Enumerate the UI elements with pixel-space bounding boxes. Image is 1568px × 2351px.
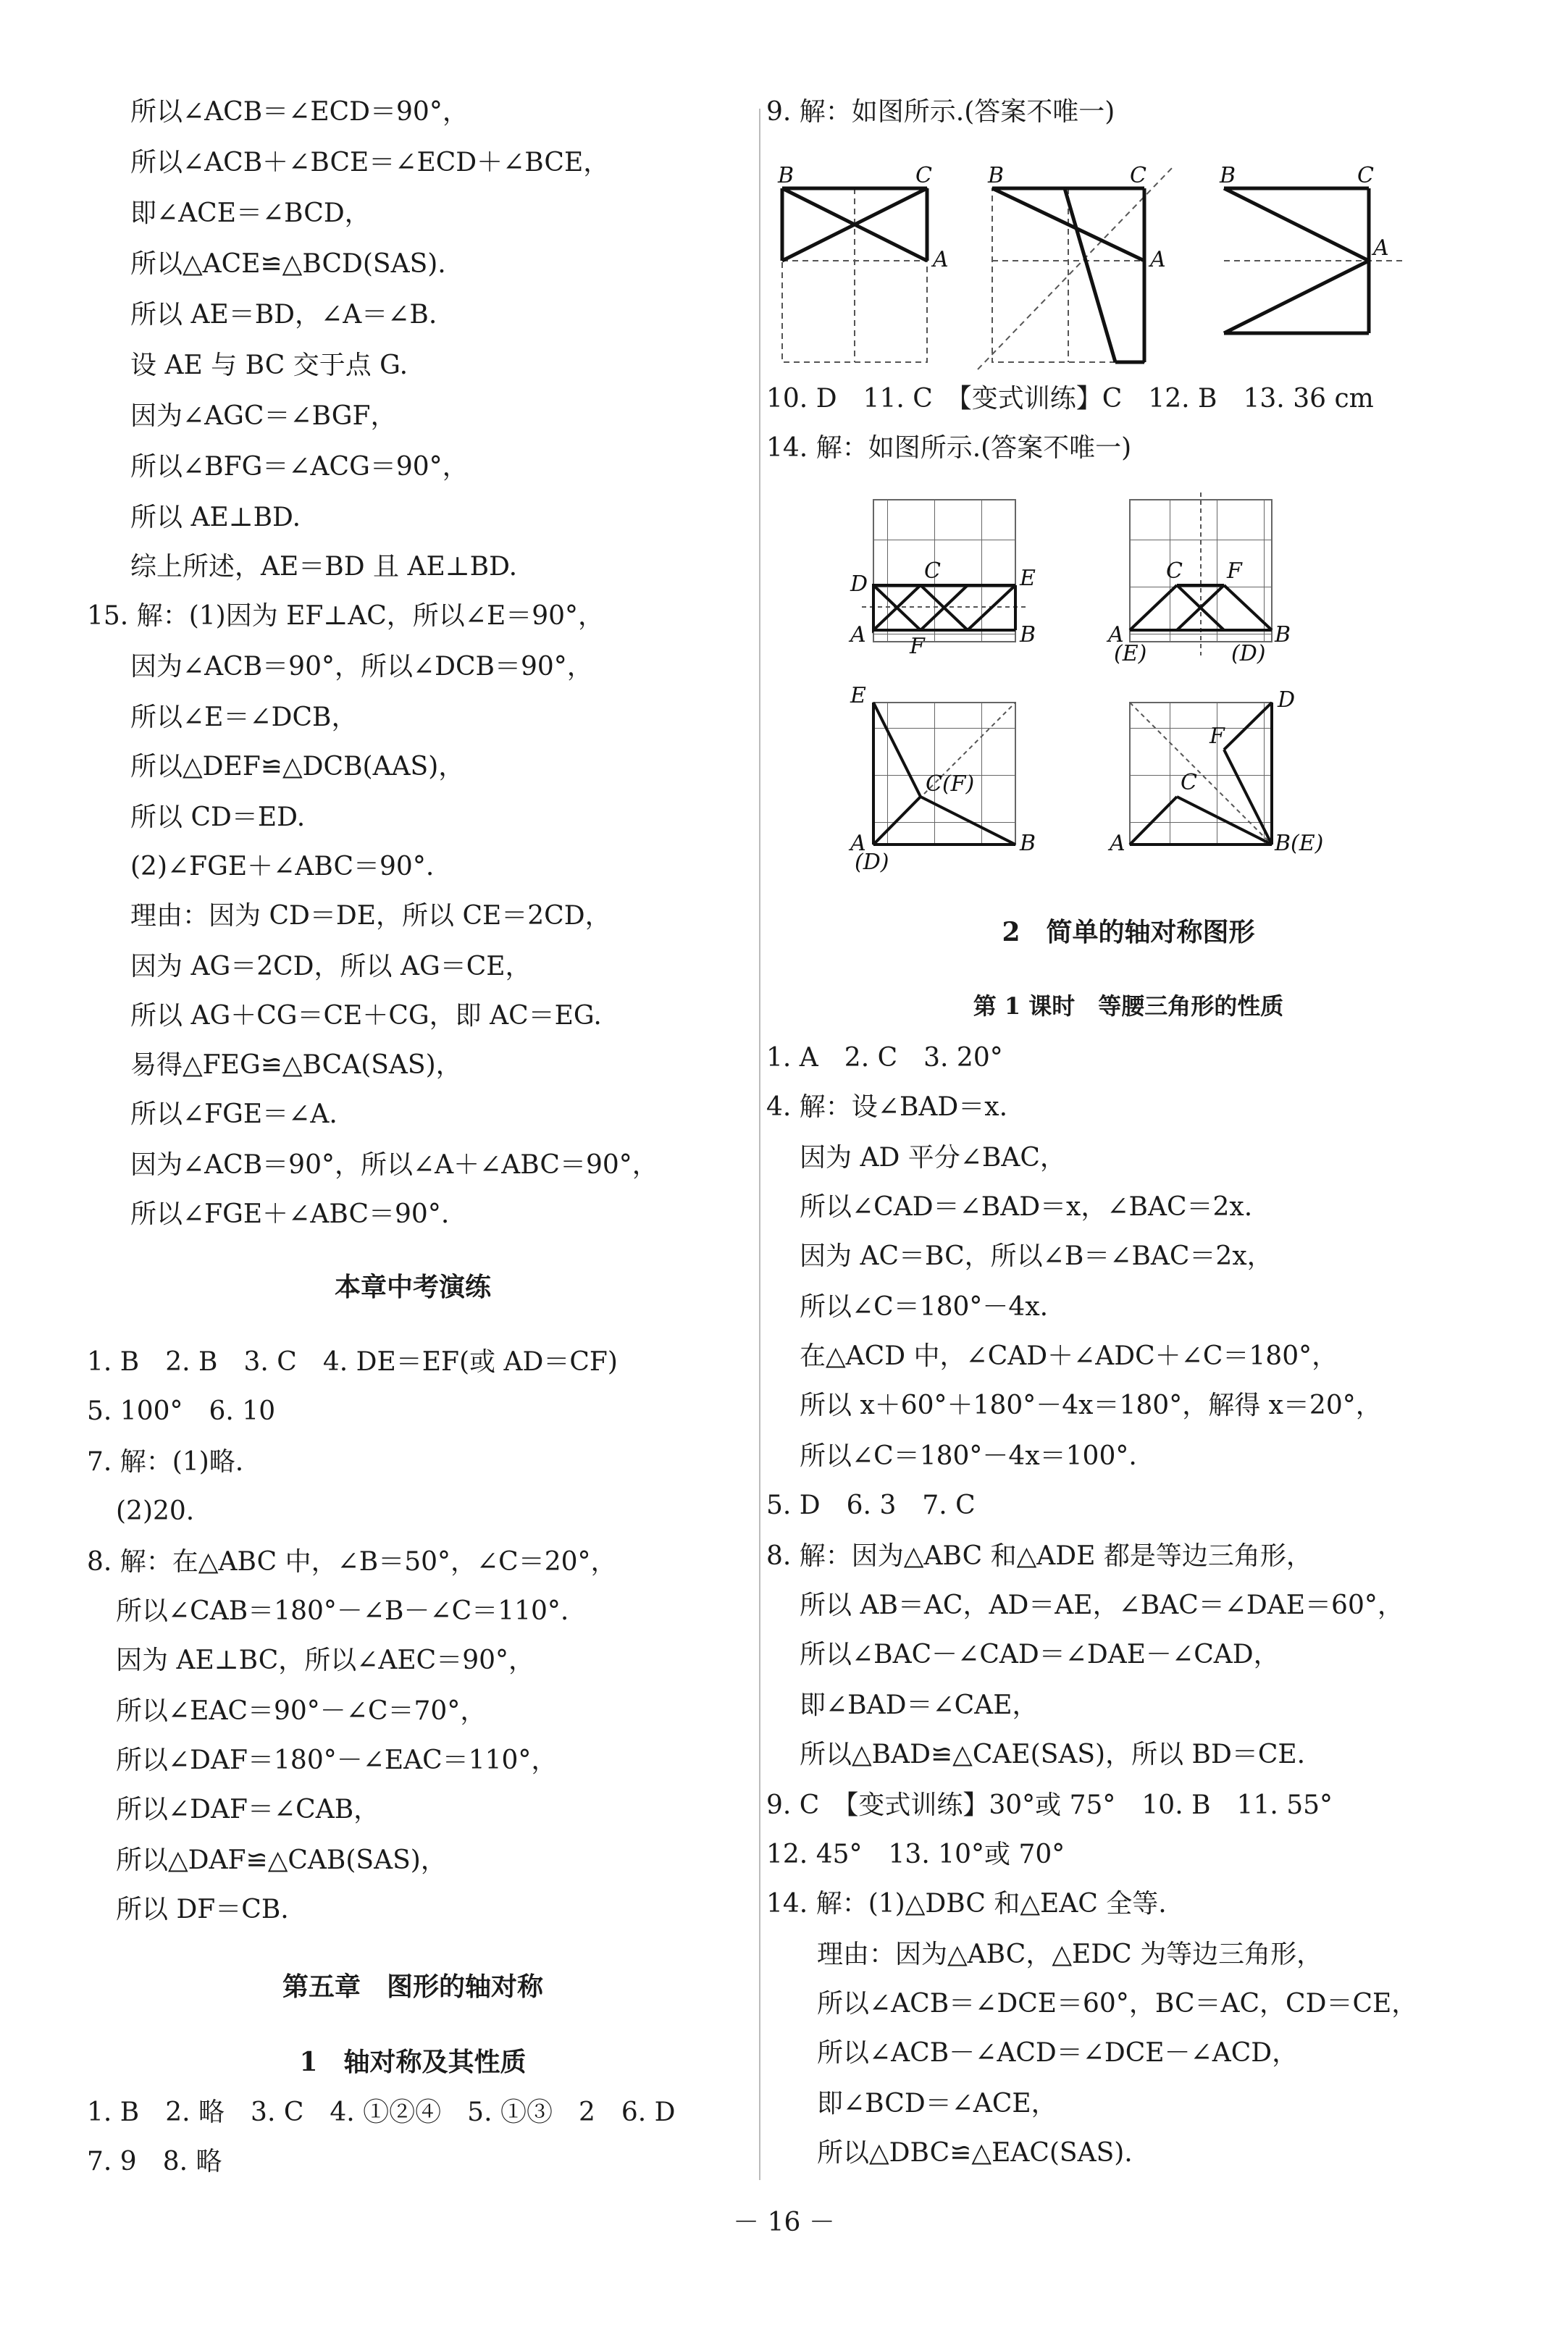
label-F: F <box>1209 724 1225 749</box>
text-line: 所以 AG＋CG＝CE＋CG，即 AC＝EG. <box>130 1001 602 1031</box>
label-C: C <box>924 558 941 584</box>
text-line: 所以∠C＝180°－4x. <box>800 1292 1049 1322</box>
label-D: D <box>850 571 868 597</box>
text-line: 所以∠ACB－∠ACD＝∠DCE－∠ACD， <box>817 2038 1299 2068</box>
label-D-paren: (D) <box>1231 641 1266 666</box>
text-line: 理由：因为△ABC，△EDC 为等边三角形， <box>817 1940 1323 1969</box>
label-B: B <box>988 163 1005 188</box>
text-line: 1. B 2. 略 3. C 4. ①②④ 5. ①③ 2 6. D <box>87 2098 676 2127</box>
text-line: 所以△DBC≌△EAC(SAS). <box>817 2138 1133 2168</box>
label-A: A <box>1373 235 1389 261</box>
label-C: C <box>915 163 932 188</box>
label-E-paren: (E) <box>1114 641 1147 666</box>
text-line: 所以 AB＝AC，AD＝AE，∠BAC＝∠DAE＝60°， <box>800 1591 1404 1620</box>
text-line: 8. 解：因为△ABC 和△ADE 都是等边三角形， <box>766 1541 1312 1571</box>
label-B: B <box>1020 622 1036 648</box>
heading-section-2: 2 简单的轴对称图形 <box>1002 917 1255 947</box>
text-line: 所以 DF＝CB. <box>116 1895 289 1924</box>
text-line: 因为∠ACB＝90°，所以∠A＋∠ABC＝90°， <box>130 1150 658 1180</box>
label-A: A <box>1108 622 1124 648</box>
label-F: F <box>910 634 925 659</box>
q14-figure-2 <box>1106 493 1291 666</box>
label-A: A <box>1110 831 1125 856</box>
text-line: (2)20. <box>116 1496 195 1526</box>
text-line: 所以∠DAF＝∠CAB， <box>116 1795 380 1824</box>
text-line: 因为 AC＝BC，所以∠B＝∠BAC＝2x， <box>800 1241 1273 1271</box>
text-line: 所以∠FGE＋∠ABC＝90°. <box>130 1199 450 1229</box>
q9-figures <box>768 159 1405 377</box>
text-line: 即∠BAD＝∠CAE， <box>800 1690 1039 1720</box>
text-line: 所以∠C＝180°－4x＝100°. <box>800 1441 1137 1471</box>
text-line: 所以∠FGE＝∠A. <box>130 1099 338 1129</box>
q14-figure-1 <box>848 500 1036 659</box>
label-C: C <box>1166 558 1183 584</box>
label-B: B <box>1020 831 1036 856</box>
label-D-paren: (D) <box>855 850 889 875</box>
text-line: 即∠BCD＝∠ACE， <box>817 2089 1057 2119</box>
label-A: A <box>850 622 866 648</box>
text-line: 所以 AE⊥BD. <box>130 503 301 532</box>
label-C: C <box>1181 770 1197 795</box>
label-C: C <box>1130 163 1146 188</box>
text-line: 所以 CD＝ED. <box>130 802 306 832</box>
column-divider <box>759 109 760 2180</box>
text-line: 所以△ACE≌△BCD(SAS). <box>130 249 446 279</box>
text-line: 所以∠CAB＝180°－∠B－∠C＝110°. <box>116 1596 569 1626</box>
text-line: (2)∠FGE＋∠ABC＝90°. <box>130 852 435 881</box>
text-line: 12. 45° 13. 10°或 70° <box>766 1840 1065 1869</box>
text-line: 所以∠ACB＝∠ECD＝90°， <box>130 97 469 127</box>
text-line: 所以∠E＝∠DCB， <box>130 703 358 732</box>
text-line: 所以∠ACB＝∠DCE＝60°，BC＝AC，CD＝CE， <box>817 1989 1418 2019</box>
label-D: D <box>1278 687 1296 713</box>
q9-figure-2 <box>978 163 1173 369</box>
label-A: A <box>1150 247 1166 272</box>
text-line: 所以 x＋60°＋180°－4x＝180°，解得 x＝20°， <box>800 1391 1382 1420</box>
text-line: 8. 解：在△ABC 中，∠B＝50°，∠C＝20°， <box>87 1547 617 1577</box>
text-line: 因为∠AGC＝∠BGF， <box>130 401 397 431</box>
text-line: 所以∠BFG＝∠ACG＝90°， <box>130 452 469 482</box>
text-line: 在△ACD 中，∠CAD＋∠ADC＋∠C＝180°， <box>800 1341 1338 1371</box>
page-number: － 16 － <box>733 2208 835 2237</box>
text-line: 因为 AD 平分∠BAC， <box>800 1143 1066 1173</box>
text-line: 5. 100° 6. 10 <box>87 1396 276 1426</box>
text-line: 理由：因为 CD＝DE，所以 CE＝2CD， <box>130 901 611 931</box>
text-line: 因为 AG＝2CD，所以 AG＝CE， <box>130 952 532 981</box>
text-line: 综上所述，AE＝BD 且 AE⊥BD. <box>130 552 518 582</box>
q9-figure-1 <box>777 163 949 362</box>
q14-figures <box>840 493 1324 875</box>
text-line: 所以∠CAD＝∠BAD＝x，∠BAC＝2x. <box>800 1192 1253 1222</box>
text-line: 所以△BAD≌△CAE(SAS)，所以 BD＝CE. <box>800 1740 1306 1769</box>
text-line: 所以△DEF≌△DCB(AAS)， <box>130 752 465 781</box>
text-line: 所以∠DAF＝180°－∠EAC＝110°， <box>116 1746 558 1775</box>
question-14: 14. 解：如图所示.(答案不唯一) <box>766 433 1132 463</box>
label-C: C <box>1357 163 1374 188</box>
label-F: F <box>1227 558 1242 584</box>
label-B: B <box>778 163 795 188</box>
label-A: A <box>850 831 866 856</box>
text-line: 所以∠BAC－∠CAD＝∠DAE－∠CAD， <box>800 1640 1280 1669</box>
heading-lesson-1: 第 1 课时 等腰三角形的性质 <box>973 992 1284 1020</box>
text-line: 易得△FEG≌△BCA(SAS)， <box>130 1050 462 1080</box>
text-line: 设 AE 与 BC 交于点 G. <box>130 351 408 380</box>
text-line: 9. C 【变式训练】30°或 75° 10. B 11. 55° <box>766 1790 1333 1820</box>
label-A: A <box>933 247 949 272</box>
text-line: 所以△DAF≌△CAB(SAS)， <box>116 1845 447 1875</box>
text-line: 1. A 2. C 3. 20° <box>766 1043 1003 1073</box>
text-line: 所以∠ACB＋∠BCE＝∠ECD＋∠BCE， <box>130 148 610 177</box>
q14-figure-4 <box>1107 687 1323 856</box>
heading-section-1: 1 轴对称及其性质 <box>299 2047 527 2077</box>
q14-figure-3 <box>848 683 1036 875</box>
text-line: 因为 AE⊥BC，所以∠AEC＝90°， <box>116 1646 535 1675</box>
text-line: 即∠ACE＝∠BCD， <box>130 198 371 228</box>
answers-10-13: 10. D 11. C 【变式训练】C 12. B 13. 36 cm <box>766 384 1374 414</box>
label-E: E <box>850 683 866 708</box>
text-line: 所以 AE＝BD，∠A＝∠B. <box>130 300 437 330</box>
heading-chapter-5: 第五章 图形的轴对称 <box>282 1971 543 2002</box>
text-line: 1. B 2. B 3. C 4. DE＝EF(或 AD＝CF) <box>87 1347 618 1377</box>
text-line: 4. 解：设∠BAD＝x. <box>766 1092 1008 1122</box>
label-E: E <box>1020 566 1036 591</box>
text-line: 因为∠ACB＝90°，所以∠DCB＝90°， <box>130 652 593 682</box>
question-9: 9. 解：如图所示.(答案不唯一) <box>766 97 1115 127</box>
text-line: 5. D 6. 3 7. C <box>766 1491 976 1520</box>
text-line: 7. 解：(1)略. <box>87 1447 244 1477</box>
q9-figure-3 <box>1219 163 1405 333</box>
label-B: B <box>1220 163 1236 188</box>
text-line: 7. 9 8. 略 <box>87 2147 222 2176</box>
heading-exam-practice: 本章中考演练 <box>334 1272 491 1302</box>
text-line: 所以∠EAC＝90°－∠C＝70°， <box>116 1696 487 1726</box>
label-C-F: C(F) <box>926 771 975 797</box>
text-line: 14. 解：(1)△DBC 和△EAC 全等. <box>766 1889 1167 1919</box>
question-15: 15. 解：(1)因为 EF⊥AC，所以∠E＝90°， <box>87 601 605 631</box>
label-B: B <box>1275 622 1291 648</box>
label-B-E: B(E) <box>1275 831 1324 856</box>
